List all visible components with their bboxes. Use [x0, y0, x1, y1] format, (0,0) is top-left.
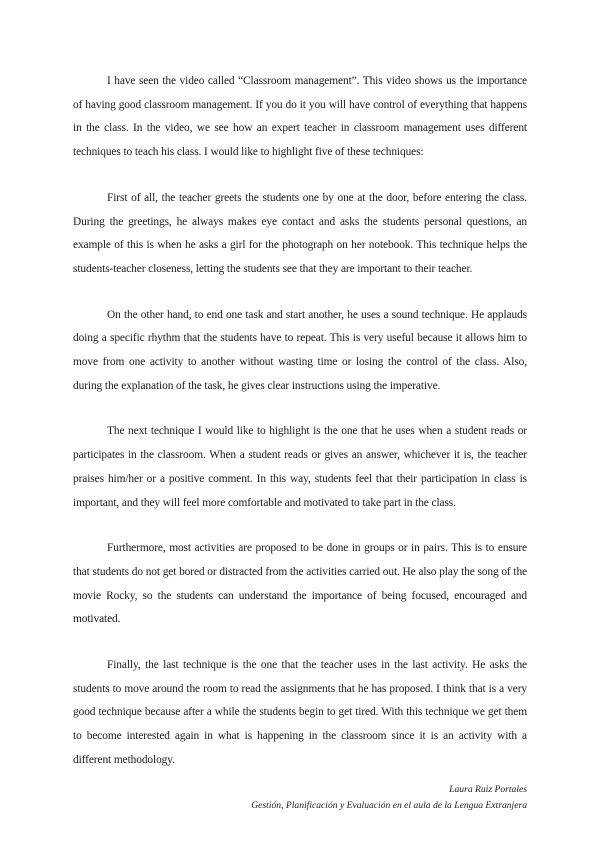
paragraph-final-technique: Finally, the last technique is the one that the teacher uses in the last activity. He asks the students to move around the room to read the assignments that he has proposed. I think that is a very good technique because after a while the students begin to get tired. With this technique we get them to become interested again in what is happening in the classroom since it is an activity with a different methodology. — [73, 659, 527, 766]
footer-author: Laura Ruiz Portales — [449, 784, 527, 795]
page-footer — [251, 782, 527, 814]
document-body — [73, 70, 527, 795]
paragraph-praise-technique: The next technique I would like to highlight is the one that he uses when a student reads or participates in the classroom. When a student reads or gives an answer, whichever it is, the teacher praises him/her or a positive comment. In this way, students feel that their participation in class is important, and they will feel more comfortable and motivated to take part in the class. — [73, 425, 527, 509]
footer-course: Gestión, Planificación y Evaluación en el aula de la Lengua Extranjera — [251, 800, 527, 811]
paragraph-group-work: Furthermore, most activities are proposed to be done in groups or in pairs. This is to ensure that students do not get bored or distracted from the activities carried out. He also play the song of the movie Rocky, so the students can understand the importance of being focused, encouraged and motivated. — [73, 542, 527, 626]
paragraph-sound-technique: On the other hand, to end one task and start another, he uses a sound technique. He applauds doing a specific rhythm that the students have to repeat. This is very useful because it allows him to move from one activity to another without wasting time or losing the control of the class. Also, during the explanation of the task, he gives clear instructions using the imperative. — [73, 308, 527, 392]
paragraph-intro: I have seen the video called “Classroom management”. This video shows us the importance of having good classroom management. If you do it you will have control of everything that happens in the class. In the video, we see how an expert teacher in classroom management uses different techniques to teach his class. I would like to highlight five of these techniques: — [73, 75, 527, 159]
paragraph-greeting-technique: First of all, the teacher greets the students one by one at the door, before entering the class. During the greetings, he always makes eye contact and asks the students personal questions, an example of this is when he asks a girl for the photograph on her notebook. This technique helps the students-teacher closeness, letting the students see that they are important to their teacher. — [73, 191, 527, 275]
